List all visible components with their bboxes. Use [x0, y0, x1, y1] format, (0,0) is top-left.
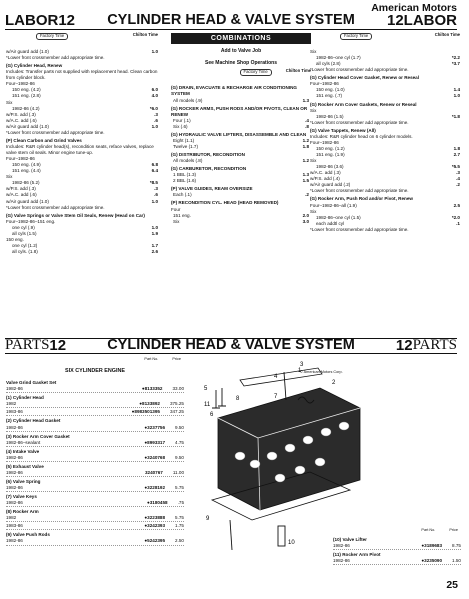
callout-label: 5 — [204, 386, 208, 392]
operation-label: 151 eng. (1.9) — [316, 152, 345, 157]
operation-title: (P) RECONDITION CYL. HEAD (HEAD REMOVED) — [171, 200, 279, 206]
part-number: ●3228192 — [144, 485, 166, 490]
time-value: 1.2 — [302, 158, 309, 164]
parts-header-number: 12 — [49, 337, 67, 355]
operation-title: (G) CARBURETOR, RECONDITION — [171, 166, 247, 172]
operation-label: 1 BBL (1.3) — [173, 172, 197, 178]
operation-label: w/Air guard add (1.0) — [6, 198, 49, 204]
labor-row — [171, 192, 311, 198]
labor-column-3 — [310, 33, 460, 233]
time-value: .4 — [456, 176, 460, 182]
part-number: ●8983501395 — [131, 409, 160, 415]
callout-label: 8 — [236, 396, 240, 402]
part-number: 3240767 — [144, 469, 163, 475]
part-name: (8) Rocker Arm — [6, 509, 39, 515]
operation-label: Each (.1) — [173, 192, 192, 198]
parts2-entries — [333, 537, 461, 565]
operation-title: (G) DISTRIBUTOR, RECONDITION — [171, 152, 245, 158]
part-name: (1) Cylinder Head — [6, 395, 44, 401]
part-name: (2) Cylinder Head Gasket — [6, 418, 61, 424]
header-number-2: 12 — [386, 12, 404, 30]
part-years: 1982-86 — [6, 538, 23, 544]
column-3-entries — [310, 49, 460, 233]
part-name: (7) Valve Keys — [6, 494, 37, 500]
part-numbers — [144, 440, 184, 446]
operation-label: w/A.C. add (.6) — [6, 117, 37, 123]
operation-label: all cyls (2.8) — [316, 61, 341, 67]
operation-label: 1982-86 (1.5) — [316, 113, 344, 119]
model-subheading: Six — [6, 174, 13, 180]
operation-label: All models (.8) — [173, 158, 203, 164]
labor-row — [171, 124, 311, 130]
part-number: ●3189683 — [421, 543, 443, 549]
parts-entries — [6, 380, 184, 545]
page-number: 25 — [446, 579, 458, 592]
part-name: (10) Valve Lifter — [333, 537, 367, 542]
part-number: ●8133352 — [141, 386, 163, 392]
labor-row — [310, 93, 460, 99]
figure-caption: © American Motors Corp. — [300, 370, 343, 374]
callout-label: 7 — [274, 394, 278, 400]
operation-label: w/Air guard add (.2) — [310, 182, 351, 188]
model-subheading: Six — [310, 208, 317, 214]
part-row — [333, 558, 461, 565]
part-row — [6, 440, 184, 447]
operation-label: Six — [173, 218, 180, 224]
time-value: *1.8 — [451, 113, 460, 119]
model-subheading: Four–1982-86 — [6, 156, 35, 162]
part-row — [6, 500, 184, 507]
combo-chilton-label: Chilton Time — [285, 68, 311, 74]
part-row — [6, 523, 184, 530]
model-subheading: Four–1982-86 — [310, 139, 339, 145]
parts2-col-head — [333, 528, 461, 535]
column-1-entries — [6, 49, 158, 255]
operation-label: w/P.S. add (.3) — [6, 111, 36, 117]
part-numbers — [144, 538, 184, 544]
operation-label: w/P.S. add (.3) — [6, 186, 36, 192]
labor-row — [171, 158, 311, 164]
price-label-2: Price — [449, 528, 458, 532]
operation-note: Includes: R&R cylinder head on 6 cylinder models. — [310, 133, 413, 139]
operation-title: (G) ROCKER ARMS, PUSH RODS AND/OR PIVOTS, CLEAN OR RENEW — [171, 105, 308, 117]
combinations-head — [171, 69, 311, 83]
part-row — [6, 401, 184, 408]
chilton-time-label-3: Chilton Time — [434, 32, 460, 37]
part-row — [6, 425, 184, 432]
time-value: 6.4 — [151, 168, 158, 174]
part-price: 5.75 — [175, 515, 184, 521]
time-value: 1.2 — [302, 137, 309, 143]
operation-label: Eight (1.1) — [173, 137, 195, 143]
labor-row — [6, 249, 158, 255]
parts-col-head — [6, 357, 184, 364]
part-price: 8.75 — [452, 543, 461, 549]
operation-label: w/A.C. add (.6) — [6, 192, 37, 198]
operation-note: *Lower front crossmember add appropriate time. — [6, 55, 105, 61]
add-to-valve-job: Add to Valve Job — [220, 48, 262, 55]
callout-label: 4 — [274, 374, 278, 380]
part-row — [6, 515, 184, 522]
callout-label: 2 — [332, 380, 336, 386]
operation-label: each addtl cyl — [316, 220, 345, 226]
part-numbers — [421, 543, 461, 549]
operation-title: (G) Rocker Arm, Push Rod and/or Pivot, Renew — [310, 196, 413, 202]
time-value: 1.0 — [151, 198, 158, 204]
model-subheading: Four–1982-86 — [6, 81, 35, 87]
time-value: .2 — [456, 182, 460, 188]
operation-label: Twelve (1.7) — [173, 143, 199, 149]
time-value: .3 — [456, 170, 460, 176]
labor-row — [171, 98, 311, 104]
column-3-head — [310, 33, 460, 47]
labor-row — [171, 144, 311, 150]
callout-label: 10 — [288, 540, 295, 546]
part-years: 1982-86 — [6, 469, 23, 475]
part-numbers — [144, 425, 184, 431]
part-row — [6, 386, 184, 393]
part-price: 2.50 — [175, 538, 184, 544]
part-price: 347.25 — [169, 409, 184, 415]
price-label: Price — [172, 357, 181, 361]
time-value: 1.8 — [302, 143, 309, 149]
part-number: ●3242393 — [144, 523, 166, 529]
time-value: 1.0 — [151, 123, 158, 129]
part-years: 1982-86 — [333, 543, 350, 549]
operation-label: Six (.6) — [173, 123, 188, 129]
part-row — [6, 470, 184, 477]
operation-label: All models (.9) — [173, 97, 203, 103]
model-subheading: Four–1982-86–151 eng. — [6, 218, 56, 224]
time-value: .8 — [305, 123, 309, 129]
part-number: ●3240768 — [144, 454, 166, 460]
part-numbers — [132, 409, 184, 415]
operation-label: 1982-86 (3.6) — [316, 164, 344, 170]
time-value: *2.2 — [451, 55, 460, 61]
parts-list — [6, 357, 184, 547]
time-value: 4.0 — [151, 93, 158, 99]
operation-title: (G) Cylinder Head, Renew — [6, 63, 63, 69]
part-numbers — [144, 485, 184, 491]
cylinder-head-exploded-diagram — [200, 360, 380, 555]
time-value: *3.7 — [451, 61, 460, 67]
part-number: ●5242395 — [144, 538, 166, 544]
model-subheading: Six — [310, 107, 317, 113]
part-row — [6, 409, 184, 416]
operation-title: (G) Rocker Arm Cover Gaskets, Renew or Reseal — [310, 101, 417, 107]
part-years: 1982-86–sealant — [6, 439, 41, 445]
operation-label: 150 eng. (1.0) — [316, 87, 345, 93]
part-row — [6, 538, 184, 545]
part-price: 5.75 — [175, 485, 184, 490]
time-value: .4 — [305, 117, 309, 123]
part-numbers — [144, 515, 184, 521]
callout-label: 11 — [204, 402, 211, 408]
part-number: ●3180458 — [146, 500, 168, 506]
combinations-entries — [171, 85, 311, 224]
time-value: 1.3 — [302, 97, 309, 103]
time-value: .3 — [154, 111, 158, 117]
operation-label: 1982-86–one cyl (1.5) — [316, 214, 361, 220]
time-value: *6.0 — [149, 105, 158, 111]
model-subheading: Six — [310, 158, 317, 164]
part-years: 1982 — [6, 515, 17, 521]
labor-row — [171, 178, 311, 184]
time-value: .6 — [154, 117, 158, 123]
part-row — [6, 455, 184, 462]
part-price: 9.50 — [175, 424, 184, 430]
operation-title: (G) Cylinder Head Cover Gasket, Renew or Reseal — [310, 75, 420, 81]
part-name: (3) Rocker Arm Cover Gasket — [6, 433, 70, 439]
time-value: .3 — [154, 186, 158, 192]
time-value: 6.0 — [151, 87, 158, 93]
time-value: 1.9 — [151, 230, 158, 236]
labor-column-1 — [6, 33, 158, 255]
header-title: CYLINDER HEAD & VALVE SYSTEM — [107, 12, 355, 29]
operation-label: Four (.1) — [173, 117, 191, 123]
operation-label: all cyls. (1.8) — [12, 249, 38, 254]
see-machine-shop: See Machine Shop Operations — [205, 59, 277, 66]
time-value: 1.0 — [151, 49, 158, 54]
part-numbers — [421, 558, 461, 564]
part-name: (9) Valve Push Rods — [6, 532, 50, 538]
parts-header-left: PARTS — [5, 337, 50, 354]
time-value: 2.0 — [302, 212, 309, 218]
part-price: 4.75 — [175, 439, 184, 445]
part-numbers — [144, 523, 184, 529]
model-subheading: Six — [6, 99, 13, 105]
callout-label: 9 — [206, 516, 210, 522]
operation-label: one cyl (.9) — [12, 224, 35, 230]
time-value: .2 — [305, 192, 309, 198]
operation-title: (P) Clean Carbon and Grind Valves — [6, 137, 82, 143]
operation-title: (G) Valve Tappets, Renew (All) — [310, 127, 376, 133]
part-number: ●3237756 — [144, 424, 166, 430]
header-left: LABOR — [5, 12, 59, 30]
operation-note: *Lower front crossmember add appropriate time. — [310, 226, 409, 232]
labor-header — [5, 13, 457, 30]
header-number: 12 — [58, 12, 76, 30]
combo-factory-label: Factory Time — [240, 69, 272, 76]
operation-label: 150 eng. (4.2) — [12, 87, 41, 93]
time-value: .1 — [456, 220, 460, 226]
operation-label: all cyls (1.5) — [12, 230, 37, 236]
header-right: LABOR — [403, 12, 457, 30]
part-price: 9.50 — [175, 454, 184, 460]
time-value: 1.5 — [302, 178, 309, 184]
combinations-column — [171, 33, 311, 225]
part-name: (4) Intake Valve — [6, 448, 40, 454]
operation-label: 151 eng. — [173, 212, 191, 218]
operation-label: 150 eng. (4.9) — [12, 162, 41, 168]
operation-label: w/P.S. add (.4) — [310, 176, 340, 182]
part-years: 1982-86 — [6, 500, 23, 506]
column-1-head — [6, 33, 158, 47]
part-number: ●8133892 — [139, 401, 160, 407]
time-value: 6.8 — [151, 162, 158, 168]
part-years: 1983-86 — [6, 523, 23, 529]
operation-label: w/Air guard add (1.0) — [6, 49, 49, 54]
operation-label: one cyl (1.2) — [12, 242, 38, 248]
part-no-label-2: Part No. — [421, 528, 436, 532]
operation-title: (G) Valve Springs or Valve Stem Oil Seals, Renew (Head on Car) — [6, 212, 145, 218]
time-value: 2.6 — [151, 249, 158, 254]
labor-row — [171, 219, 311, 225]
parts-list-2 — [333, 528, 461, 566]
operation-note: Includes: R&R cylinder head(s), recondition seats, reface valves, replace valve stem oil seals. Minor engine tune-up. — [6, 143, 154, 155]
part-name: Valve Grind Gasket Set — [6, 380, 57, 386]
time-value: 3.0 — [302, 218, 309, 224]
part-name: (5) Exhaust Valve — [6, 463, 44, 469]
part-numbers — [139, 401, 184, 407]
operation-note: *Lower front crossmember add appropriate time. — [310, 188, 409, 194]
part-number: ●3223888 — [144, 515, 166, 521]
time-value: 2.7 — [453, 152, 460, 157]
brand-name: American Motors — [371, 2, 457, 14]
operation-note: Includes: Transfer parts not supplied with replacement head. Clean carbon from cylinder block. — [6, 69, 158, 81]
operation-note: *Lower front crossmember add appropriate time. — [310, 67, 409, 73]
part-years: 1983-86 — [6, 409, 23, 415]
part-years: 1982 — [6, 401, 17, 407]
operation-label: 1982-86–one cyl (1.7) — [316, 55, 361, 61]
part-row — [6, 485, 184, 492]
part-numbers — [144, 455, 184, 461]
operation-label: 1982-86 (4.2) — [12, 105, 40, 111]
part-price: 11.00 — [172, 469, 184, 475]
time-value: 2.5 — [453, 202, 460, 208]
part-price: 1.75 — [175, 523, 184, 529]
parts-header-right: PARTS — [412, 337, 457, 354]
part-numbers — [145, 470, 184, 476]
time-value: 1.4 — [453, 87, 460, 93]
time-value: *2.0 — [451, 214, 460, 220]
model-subheading: Four–1982-86 — [310, 81, 339, 87]
part-number: ●8993317 — [144, 439, 166, 445]
operation-label: 1982-86 (5.2) — [12, 180, 40, 186]
part-price: 375.25 — [169, 401, 184, 407]
combinations-title: COMBINATIONS — [171, 33, 311, 44]
operation-title: (G) HYDRAULIC VALVE LIFTERS, DISASSEMBLE AND CLEAN — [171, 131, 307, 137]
part-years: 1982-86 — [6, 424, 23, 430]
part-numbers — [142, 386, 184, 392]
time-value: 1.7 — [151, 242, 158, 248]
part-name: (11) Rocker Arm Pivot — [333, 552, 381, 558]
operation-label: 150 eng. (1.2) — [316, 145, 345, 151]
model-subheading: 150 eng. — [6, 236, 24, 242]
time-value: 1.0 — [151, 224, 158, 230]
operation-label: 151 eng. (4.4) — [12, 168, 41, 174]
part-no-label: Part No. — [144, 357, 159, 361]
operation-note: *Lower front crossmember add appropriate time. — [6, 129, 105, 135]
part-price: 1.50 — [452, 558, 461, 564]
operation-label: w/Air guard add (1.0) — [6, 123, 49, 129]
time-value: 1.8 — [453, 145, 460, 151]
part-years: 1982-86 — [6, 485, 23, 490]
operation-label: w/A.C. add (.3) — [310, 170, 341, 176]
time-value: *5.5 — [451, 164, 460, 170]
callout-label: 6 — [210, 412, 214, 418]
operation-note: *Lower front crossmember add appropriate time. — [310, 119, 409, 125]
operation-label: 151 eng. (2.8) — [12, 93, 41, 99]
factory-time-label-3: Factory Time — [340, 33, 372, 40]
operation-note: *Lower front crossmember add appropriate time. — [6, 204, 105, 210]
part-years: 1982-86 — [333, 558, 350, 564]
factory-time-label: Factory Time — [36, 33, 68, 40]
operation-title: (G) DRAIN, EVACUATE & RECHARGE AIR CONDITIONING SYSTEM — [171, 85, 297, 97]
part-years: 1982-86 — [6, 386, 23, 392]
callout-label: 3 — [300, 362, 304, 368]
operation-title: (P) VALVE GUIDES, REAM OVERSIZE — [171, 186, 253, 192]
model-subheading: Four — [171, 206, 181, 212]
part-years: 1982-86 — [6, 454, 23, 460]
time-value: .6 — [154, 192, 158, 198]
time-value: *8.5 — [149, 180, 158, 186]
part-numbers — [147, 500, 184, 506]
callout-label: 1 — [298, 368, 302, 374]
time-value: 1.3 — [302, 172, 309, 178]
operation-label: 151 eng. (.7) — [316, 93, 343, 99]
chilton-time-label: Chilton Time — [132, 32, 158, 37]
part-name: (6) Valve Spring — [6, 478, 41, 484]
parts-header-title: CYLINDER HEAD & VALVE SYSTEM — [107, 337, 355, 354]
model-subheading: Six — [310, 49, 317, 54]
operation-label: Four–1982-86–all (1.9) — [310, 202, 357, 208]
parts-header-number-2: 12 — [395, 337, 413, 355]
part-price: 33.00 — [172, 386, 184, 392]
operation-label: 2 BBL (1.6) — [173, 178, 197, 184]
part-price: .75 — [177, 500, 184, 506]
part-row — [333, 543, 461, 550]
time-value: 1.0 — [453, 93, 460, 99]
parts-header — [5, 338, 457, 354]
parts-section-title: SIX CYLINDER ENGINE — [65, 368, 125, 374]
part-number: ●3235090 — [421, 558, 443, 564]
